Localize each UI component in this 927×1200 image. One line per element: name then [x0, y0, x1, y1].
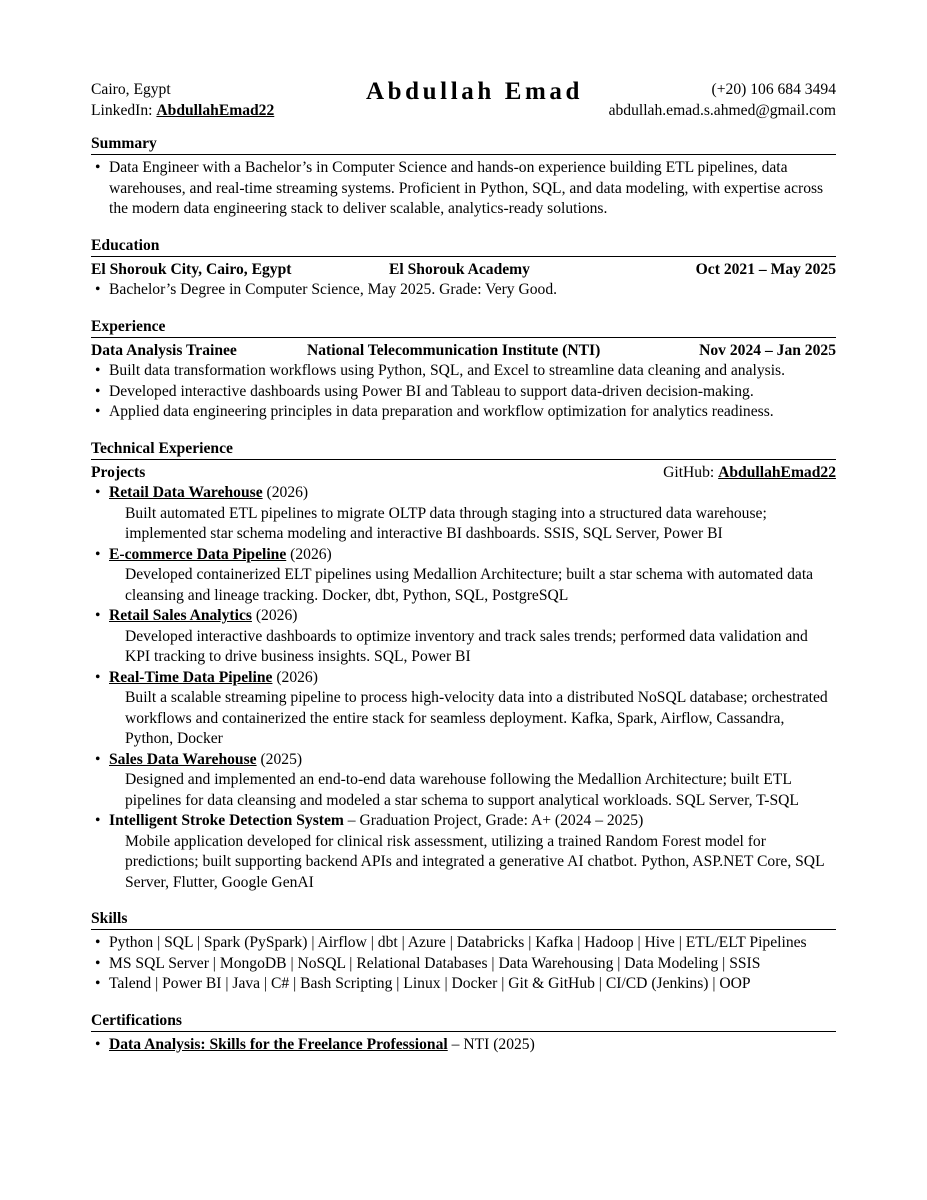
projects-list [91, 483, 836, 893]
location: Cairo, Egypt [91, 81, 171, 98]
certification-item [91, 1035, 836, 1056]
experience-list [91, 361, 836, 423]
project-link[interactable]: Sales Data Warehouse [109, 750, 257, 768]
project-year: (2025) [260, 750, 303, 768]
skills-title: Skills [91, 909, 836, 930]
projects-header [91, 463, 836, 484]
summary-title: Summary [91, 134, 836, 155]
experience-section [91, 317, 836, 423]
project-description: Built a scalable streaming pipeline to process high-velocity data into a distributed NoSQL database; orchestrated workflows and containerized the entire stack for seamless deployment. Kafka, Spark, Airflow, Cassandra, Python, Docker [125, 689, 828, 747]
email: abdullah.emad.s.ahmed@gmail.com [608, 101, 836, 119]
grad-project-suffix: – Graduation Project, Grade: A+ (2024 – 2025) [343, 812, 644, 829]
certification-link[interactable]: Data Analysis: Skills for the Freelance Professional [109, 1035, 448, 1053]
project-item [91, 750, 836, 812]
github-link[interactable]: AbdullahEmad22 [718, 463, 836, 481]
candidate-name-text: Abdullah Emad [365, 78, 583, 105]
project-year: (2026) [255, 607, 298, 624]
certification-suffix: – NTI (2025) [447, 1035, 535, 1053]
education-title: Education [91, 236, 836, 257]
experience-title: Experience [91, 317, 836, 338]
project-item [91, 545, 836, 607]
project-item [91, 668, 836, 750]
education-bullet: • Bachelor’s Degree in Computer Science, May 2025. Grade: Very Good. [91, 280, 836, 301]
experience-bullet: • Developed interactive dashboards using Power BI and Tableau to support data-driven decision-making. [91, 382, 836, 403]
skills-bullet: • Python | SQL | Spark (PySpark) | Airflow | dbt | Azure | Databricks | Kafka | Hadoop | Hive | ETL/ELT Pipelines [91, 933, 836, 954]
experience-org: National Telecommunication Institute (NTI) [307, 341, 601, 359]
project-link[interactable]: Retail Sales Analytics [109, 607, 252, 624]
experience-dates: Nov 2024 – Jan 2025 [699, 341, 836, 359]
skills-bullet: • MS SQL Server | MongoDB | NoSQL | Relational Databases | Data Warehousing | Data Modeling | SSIS [91, 954, 836, 975]
skills-list [91, 933, 836, 995]
project-link[interactable]: Retail Data Warehouse [109, 484, 263, 501]
project-year: (2026) [266, 484, 309, 501]
education-school: El Shorouk Academy [389, 260, 530, 278]
education-row [91, 260, 836, 281]
grad-project-name: Intelligent Stroke Detection System [109, 812, 344, 829]
summary-section [91, 134, 836, 220]
certifications-section [91, 1011, 836, 1056]
experience-bullet: • Built data transformation workflows using Python, SQL, and Excel to streamline data cleaning and analysis. [91, 361, 836, 382]
header-right [609, 80, 836, 121]
grad-project-description: Mobile application developed for clinical risk assessment, utilizing a trained Random Forest model for predictions; built supporting backend APIs and integrated a generative AI chatbot. Python, ASP.NET Core, SQL Server, Flutter, Google GenAI [125, 832, 825, 891]
experience-bullet: • Applied data engineering principles in data preparation and workflow optimization for analytics readiness. [91, 402, 836, 423]
linkedin-label: LinkedIn: [91, 101, 153, 119]
experience-role: Data Analysis Trainee [91, 341, 237, 359]
technical-title: Technical Experience [91, 439, 836, 460]
certifications-list [91, 1035, 836, 1056]
skills-bullet: • Talend | Power BI | Java | C# | Bash Scripting | Linux | Docker | Git & GitHub | CI/CD (Jenkins) | OOP [91, 974, 836, 995]
project-description: Developed interactive dashboards to optimize inventory and track sales trends; performed data validation and KPI tracking to drive business insights. SQL, Power BI [125, 627, 808, 665]
technical-section [91, 439, 836, 894]
skills-section [91, 909, 836, 995]
education-dates: Oct 2021 – May 2025 [695, 260, 836, 278]
summary-list [91, 158, 836, 220]
linkedin-line [91, 101, 274, 122]
project-year: (2026) [290, 545, 332, 563]
education-list [91, 280, 836, 301]
project-description: Built automated ETL pipelines to migrate OLTP data through staging into a structured data warehouse; implemented star schema modeling and interactive BI dashboards. SSIS, SQL Server, Power BI [125, 504, 767, 542]
project-item [91, 483, 836, 545]
phone: (+20) 106 684 3494 [711, 81, 836, 98]
linkedin-link[interactable]: AbdullahEmad22 [156, 101, 275, 119]
github-label: GitHub: [663, 463, 715, 481]
certifications-title: Certifications [91, 1011, 836, 1032]
education-location: El Shorouk City, Cairo, Egypt [91, 260, 292, 278]
experience-row [91, 341, 836, 362]
education-section [91, 236, 836, 301]
project-link[interactable]: E-commerce Data Pipeline [109, 545, 287, 563]
project-item [91, 606, 836, 668]
summary-text: • Data Engineer with a Bachelor’s in Computer Science and hands-on experience building ETL pipelines, data warehouses, and real-time streaming systems. Proficient in Python, SQL, and data modeling, with expertise across the modern data engineering stack to deliver scalable, analytics-ready solutions. [91, 158, 836, 220]
project-description: Developed containerized ELT pipelines using Medallion Architecture; built a star schema with automated data cleansing and lineage tracking. Docker, dbt, Python, SQL, PostgreSQL [125, 566, 814, 604]
project-link[interactable]: Real-Time Data Pipeline [109, 668, 273, 686]
project-description: Designed and implemented an end-to-end data warehouse following the Medallion Architecture; built ETL pipelines for data cleansing and modeled a star schema to support analytical workloads. SQL Server, T-SQL [125, 771, 799, 809]
project-year: (2026) [276, 668, 318, 686]
project-item-graduation [91, 811, 836, 893]
resume-header [91, 78, 836, 118]
github-line [663, 463, 836, 484]
projects-label: Projects [91, 463, 146, 481]
